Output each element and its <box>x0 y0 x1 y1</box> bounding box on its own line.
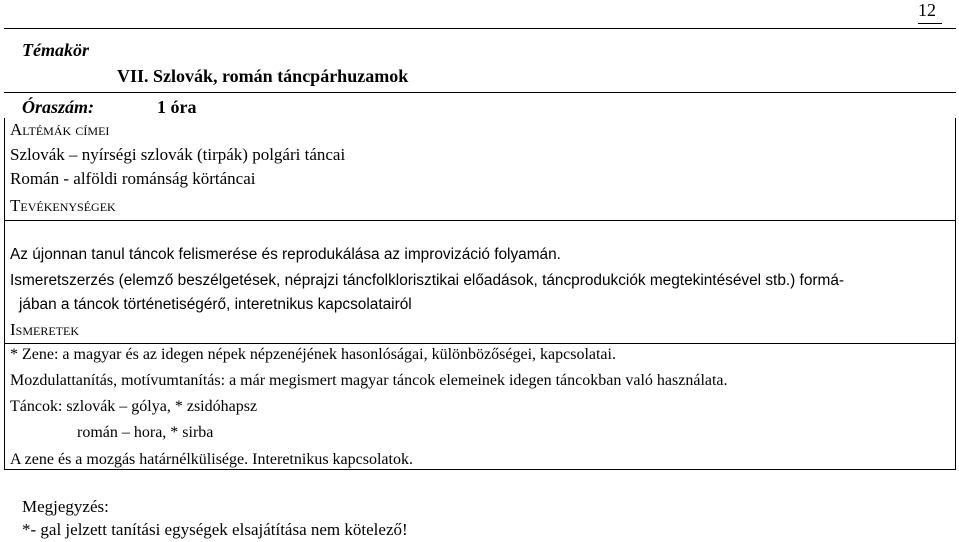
knowledge-line: román – hora, * sirba <box>77 424 214 441</box>
note-label: Megjegyzés: <box>22 497 109 516</box>
title-rule <box>4 92 956 93</box>
note-text: *- gal jelzett tanítási egységek elsajátítása nem kötelező! <box>22 520 408 539</box>
hours-value: 1 óra <box>157 97 197 117</box>
topic-title: VII. Szlovák, román táncpárhuzamok <box>117 66 409 86</box>
knowledge-line: Mozdulattanítás, motívumtanítás: a már megismert magyar táncok elemeinek idegen táncokban való használata. <box>10 372 728 389</box>
knowledge-heading: Ismeretek <box>10 320 79 339</box>
subtopics-heading: Altémák címei <box>10 120 110 139</box>
page-number-underline <box>918 23 942 24</box>
activity-line: jában a táncok történetiségérő, interetnikus kapcsolatairól <box>19 296 412 313</box>
activities-rule <box>4 220 956 221</box>
knowledge-rule <box>4 343 956 344</box>
activities-heading: Tevékenységek <box>10 196 116 215</box>
subtopic-item: Szlovák – nyírségi szlovák (tirpák) polgári táncai <box>10 145 346 164</box>
activity-line: Az újonnan tanul táncok felismerése és reprodukálása az improvizáció folyamán. <box>10 246 561 263</box>
hours-label: Óraszám: <box>22 97 95 117</box>
knowledge-line: * Zene: a magyar és az idegen népek népzenéjének hasonlóságai, különbözőségei, kapcsolatai. <box>10 346 616 363</box>
topic-label: Témakör <box>22 40 89 60</box>
knowledge-line: A zene és a mozgás határnélkülisége. Interetnikus kapcsolatok. <box>10 451 413 468</box>
top-rule <box>4 28 956 29</box>
subtopic-item: Román - alföldi románság körtáncai <box>10 169 256 188</box>
knowledge-line: Táncok: szlovák – gólya, * zsidóhapsz <box>10 398 258 415</box>
activity-line: Ismeretszerzés (elemző beszélgetések, néprajzi táncfolklorisztikai előadások, táncprodukciók megtekintésével stb.) formá- <box>10 272 845 289</box>
page-number: 12 <box>918 0 936 20</box>
